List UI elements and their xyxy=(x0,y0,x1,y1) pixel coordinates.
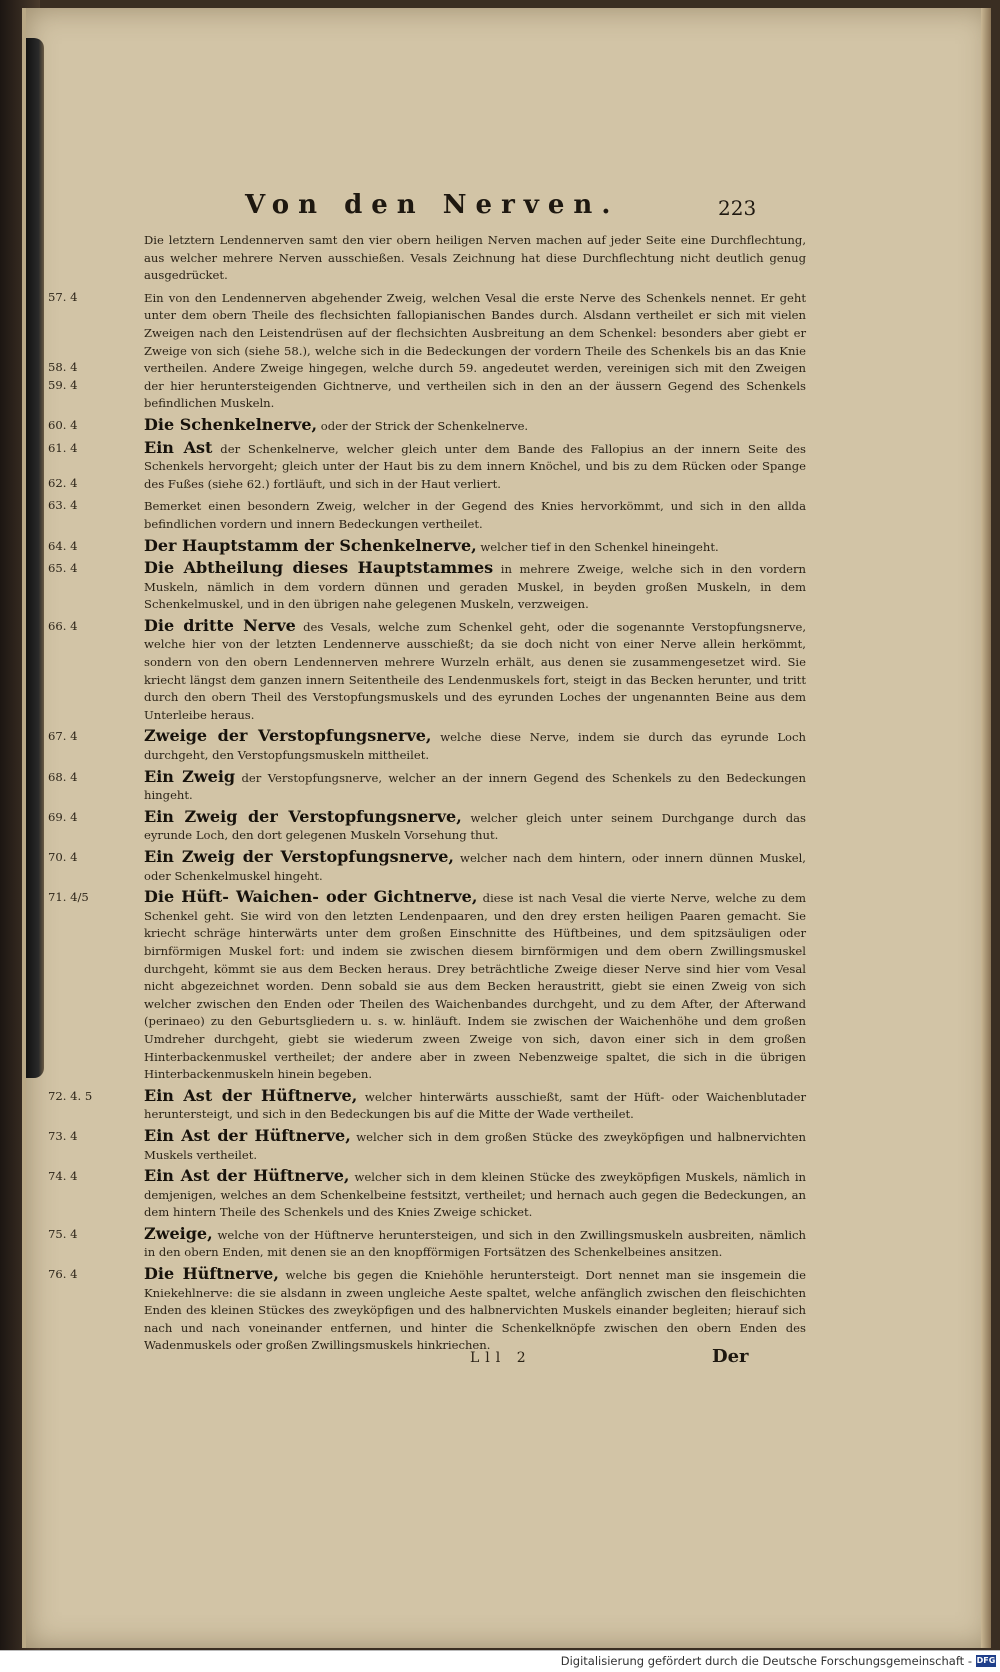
entry-ref: 70. 4 xyxy=(48,850,78,864)
credit-text: Digitalisierung gefördert durch die Deutsche Forschungsgemeinschaft - xyxy=(560,1654,972,1668)
entry-73 xyxy=(48,1127,806,1164)
entry-body xyxy=(144,848,806,885)
ref-62: 62. 4 xyxy=(48,475,78,490)
entry-body xyxy=(144,808,806,845)
entry-body xyxy=(144,768,806,805)
entry-lead: Die Hüft- Waichen- oder Gichtnerve, xyxy=(144,887,478,907)
entry-text: welcher sich in dem großen Stücke des zweyköpfigen und halbnervichten Muskels vertheilet. xyxy=(144,1129,806,1162)
entry-71 xyxy=(48,888,806,1084)
entry-intro xyxy=(48,230,806,285)
ref-59: 59. 4 xyxy=(48,377,78,392)
ref-57: 57. 4 xyxy=(48,289,78,304)
entry-text: welcher sich in dem kleinen Stücke des zweyköpfigen Muskels, nämlich in demjenigen, welches an dem Schenkelbeine festsitzt, vertheilet; und hernach auch gegen die Bedeckungen, an dem hintern Theile des Schenkels und des Knies Zweige schicket. xyxy=(144,1170,806,1220)
entry-lead: Ein Ast der Hüftnerve, xyxy=(144,1166,350,1186)
entry-ref: 75. 4 xyxy=(48,1226,78,1241)
page-content xyxy=(48,230,806,1358)
entry-text: der Verstopfungsnerve, welcher an der innern Gegend des Schenkels zu den Bedeckungen hingeht. xyxy=(144,770,807,803)
entry-70 xyxy=(48,848,806,885)
entry-lead: Die dritte Nerve xyxy=(144,615,296,635)
dfg-logo-icon: DFG xyxy=(976,1656,996,1665)
entry-72 xyxy=(48,1087,806,1124)
entry-body xyxy=(144,288,806,413)
entry-text: der Schenkelnerve, welcher gleich unter dem Bande des Fallopius an der innern Seite des Schenkels hervorgeht; gleich unter der Haut bis zu dem innern Knöchel, und bis zu dem Rücken oder Spange des Fußes (siehe 62.) fortläuft, und sich in der Haut verliert. xyxy=(144,441,806,491)
entry-69 xyxy=(48,808,806,845)
entry-ref: 73. 4 xyxy=(48,1128,78,1143)
entry-67 xyxy=(48,727,806,764)
entry-body xyxy=(144,416,806,436)
entry-ref xyxy=(48,288,144,395)
entry-ref: 67. 4 xyxy=(48,729,78,744)
entry-65 xyxy=(48,559,806,614)
entry-lead: Ein Zweig der Verstopfungsnerve, xyxy=(144,847,454,866)
entry-68 xyxy=(48,768,806,805)
entry-text: des Vesals, welche zum Schenkel geht, oder die sogenannte Verstopfungsnerve, welche hier von der letzten Lendennerve ausschießt; da sie doch nicht von einer Nerve allein herkömmt, sondern von den obern Lendennerven mehrere Wurzeln erhält, aus denen sie zusammengesetzet wird. Sie kriecht längst dem ganzen innern Seitentheile des Lendenmuskels fort, steigt in das Becken herunter, und tritt durch den obern Theil des Verstopfungsmuskels und des eyrunden Loches der ungenannten Beine aus dem Unterleibe heraus. xyxy=(144,619,807,722)
entry-text: welcher nach dem hintern, oder innern dünnen Muskel, oder Schenkelmuskel hingeht. xyxy=(144,851,806,883)
entry-lead: Zweige, xyxy=(144,1223,213,1243)
entry-lead: Ein Ast der Hüftnerve, xyxy=(144,1125,351,1145)
entry-body xyxy=(144,559,806,614)
entry-text: welcher hinterwärts ausschießt, samt der Hüft- oder Waichenblutader heruntersteigt, und sich in den Bedeckungen bis auf die Mitte der Wade vertheilet. xyxy=(144,1089,807,1122)
entry-text: welche von der Hüftnerve heruntersteigen, und sich in den Zwillingsmuskeln ausbreiten, nämlich in den obern Enden, mit denen sie an den knopfförmigen Fortsätzen des Schenkelbeines ansitzen. xyxy=(144,1227,807,1260)
entry-body xyxy=(144,1265,806,1355)
entry-body xyxy=(144,727,806,764)
catchword: Der xyxy=(712,1346,749,1367)
entry-ref: 66. 4 xyxy=(48,618,78,633)
entry-76 xyxy=(48,1265,806,1355)
entry-ref xyxy=(48,439,144,493)
entry-lead: Die Hüftnerve, xyxy=(144,1264,279,1284)
entry-lead: Ein Zweig xyxy=(144,766,236,786)
entry-body xyxy=(144,1087,806,1124)
entry-ref: 72. 4. 5 xyxy=(48,1088,93,1103)
entry-text: in mehrere Zweige, welche sich in den vordern Muskeln, nämlich in dem vordern dünnen und geraden Muskel, in beyden großen Muskeln, in dem Schenkelmuskel, und in den übrigen nahe gelegenen Muskeln, verzweigen. xyxy=(144,562,807,612)
entry-text: welche diese Nerve, indem sie durch das eyrunde Loch durchgeht, den Verstopfungsmuskeln mittheilet. xyxy=(144,730,807,763)
entry-body xyxy=(144,1225,806,1262)
page-edge xyxy=(981,8,991,1648)
entry-lead: Ein Ast xyxy=(144,437,213,457)
entry-ref: 68. 4 xyxy=(48,769,78,784)
entry-ref: 60. 4 xyxy=(48,417,78,432)
entry-ref: 76. 4 xyxy=(48,1267,78,1282)
entry-75 xyxy=(48,1225,806,1262)
entry-ref: 69. 4 xyxy=(48,809,78,824)
entry-64 xyxy=(48,537,806,557)
signature-mark: Lll 2 xyxy=(470,1350,532,1366)
entry-text: welche bis gegen die Kniehöhle heruntersteigt. Dort nennet man sie insgemein die Kniekehlnerve: die sie alsdann in zween ungleiche Aeste spaltet, welche anfänglich zwischen den fleischichten Enden des kleinen Stückes des zweyköpfigen und des halbnervichten Muskels einander begleiten; hierauf sich nach und nach voneinander entfernen, und hinter die Schenkelknöpfe zwischen den obern Enden des Wadenmuskels oder großen Zwillingsmuskels hinkriechen. xyxy=(144,1268,806,1353)
entry-text: welcher tief in den Schenkel hineingeht. xyxy=(480,539,719,554)
entry-57 xyxy=(48,288,806,413)
entry-text: oder der Strick der Schenkelnerve. xyxy=(320,418,529,433)
entry-63 xyxy=(48,496,806,533)
entry-text: Ein von den Lendennerven abgehender Zweig, welchen Vesal die erste Nerve des Schenkels nennet. Er geht unter dem obern Theile des flechsichten fallopianischen Bandes durch. Alsdann vertheilet er sich mit vielen Zweigen nach den Leistendrüsen auf der flechsichten Ausbreitung an dem Schenkel: besonders aber giebt er Zweige von sich (siehe 58.), welche sich in die Bedeckungen der vordern Theile des Schenkels bis an das Knie vertheilen. Andere Zweige hingegen, welche durch 59. angedeutet werden, vereinigen sich mit den Zweigen der hier heruntersteigenden Gichtnerve, und vertheilen sich in den an der äussern Gegend des Schenkels befindlichen Muskeln. xyxy=(144,290,806,411)
entry-lead: Ein Zweig der Verstopfungsnerve, xyxy=(144,806,462,826)
entry-ref: 71. 4/5 xyxy=(48,890,89,905)
ref-61: 61. 4 xyxy=(48,440,78,455)
entry-body xyxy=(144,496,806,533)
entry-66 xyxy=(48,617,806,725)
entry-ref: 63. 4 xyxy=(48,498,78,513)
page-number: 223 xyxy=(718,196,757,220)
entry-body xyxy=(144,1127,806,1164)
digitization-credit-bar xyxy=(0,1650,1000,1672)
entry-ref xyxy=(48,230,144,231)
entry-body xyxy=(144,617,806,725)
entry-lead: Der Hauptstamm der Schenkelnerve, xyxy=(144,535,477,555)
running-title: Von den Nerven. xyxy=(245,190,620,220)
entry-text: welcher gleich unter seinem Durchgange durch das eyrunde Loch, den dort gelegenen Muskeln Vorsehung thut. xyxy=(144,810,806,843)
entry-text: diese ist nach Vesal die vierte Nerve, welche zu dem Schenkel geht. Sie wird von den letzten Lendenpaaren, und den drey ersten heiligen Paaren gemacht. Sie kriecht schräge hinterwärts unter dem großen Einschnitte des Hüftbeines, und dem spitzsäuligen oder birnförmigen Muskel fort: und indem sie zwischen diesem birnförmigen und dem obern Zwillingsmuskel durchgeht, kömmt sie aus dem Becken heraus. Drey beträchtliche Zweige dieser Nerve sind hier vom Vesal nicht abgezeichnet worden. Denn sobald sie aus dem Becken heraustritt, giebt sie einen Zweig von sich welcher zwischen den Enden oder Theilen des Waichenbandes durchgeht, und zu dem After, der Afterwand (perinaeo) zu den Geburtsgliedern u. s. w. hinläuft. Indem sie zwischen der Waichenhöhe und dem großen Umdreher durchgeht, giebt sie wiederum zween Zweige von sich, davon einer sich in dem großen Hinterbackenmuskel vertheilet; der andere aber in zween Nebenzweige spaltet, die sich in die übrigen Hinterbackenmuskeln hinein begeben. xyxy=(144,891,806,1082)
entry-body xyxy=(144,230,806,285)
entry-lead: Die Abtheilung dieses Hauptstammes xyxy=(144,558,494,578)
book-spine xyxy=(26,38,44,1078)
entry-lead: Zweige der Verstopfungsnerve, xyxy=(144,726,432,746)
entry-lead: Ein Ast der Hüftnerve, xyxy=(144,1085,358,1105)
entry-61 xyxy=(48,439,806,494)
entry-lead: Die Schenkelnerve, xyxy=(144,414,318,434)
entry-body xyxy=(144,439,806,494)
entry-text: Die letztern Lendennerven samt den vier obern heiligen Nerven machen auf jeder Seite eine Durchflechtung, aus welcher mehrere Nerven ausschießen. Vesals Zeichnung hat diese Durchflechtung nicht deutlich genug ausgedrücket. xyxy=(144,233,806,283)
entry-ref: 74. 4 xyxy=(48,1169,78,1184)
entry-text: Bemerket einen besondern Zweig, welcher in der Gegend des Knies hervorkömmt, und sich in den allda befindlichen vordern und innern Bedeckungen vertheilet. xyxy=(144,499,806,531)
entry-ref: 65. 4 xyxy=(48,561,78,576)
entry-60 xyxy=(48,416,806,436)
entry-body xyxy=(144,1167,806,1222)
entry-body xyxy=(144,537,806,557)
entry-ref: 64. 4 xyxy=(48,538,78,553)
ref-58: 58. 4 xyxy=(48,360,78,375)
entry-74 xyxy=(48,1167,806,1222)
entry-body xyxy=(144,888,806,1084)
